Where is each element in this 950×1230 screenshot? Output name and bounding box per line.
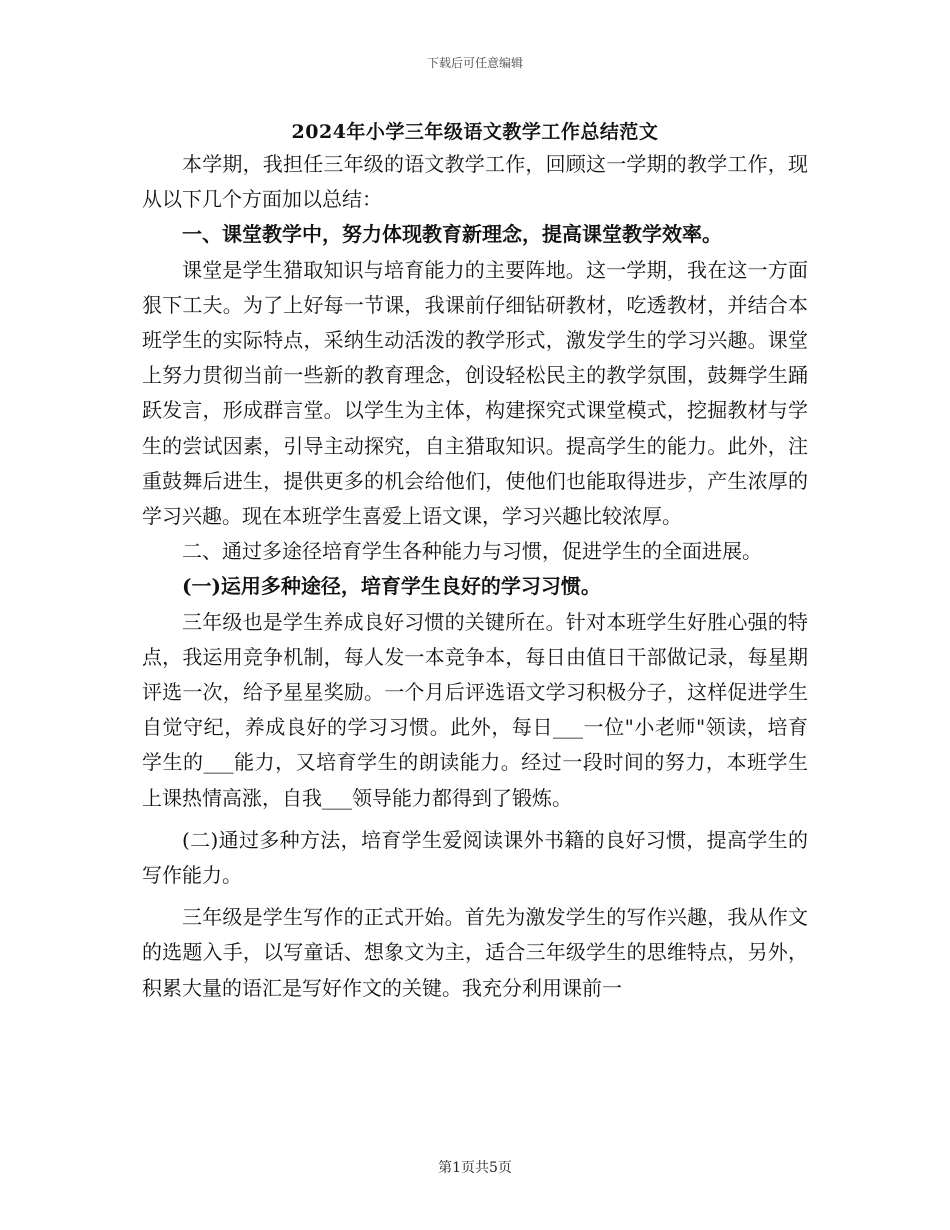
section-heading-1: 一、课堂教学中，努力体现教育新理念，提高课堂教学效率。 [182, 222, 722, 247]
section-heading-2: 二、通过多途径培育学生各种能力与习惯，促进学生的全面进展。 [182, 539, 762, 564]
paragraph-intro: 本学期，我担任三年级的语文教学工作，回顾这一学期的教学工作，现从以下几个方面加以总结： [142, 152, 808, 212]
subsection-heading-1: (一)运用多种途径，培育学生良好的学习习惯。 [182, 574, 601, 599]
page-header-note: 下载后可任意编辑 [426, 56, 523, 70]
paragraph-writing: 三年级是学生写作的正式开始。首先为激发学生的写作兴趣，我从作文的选题入手，以写童话、想象文为主，适合三年级学生的思维特点，另外，积累大量的语汇是写好作文的关键。我充分利用课前一 [142, 905, 808, 1000]
document-title: 2024年小学三年级语文教学工作总结范文 [291, 121, 659, 143]
page-number: 第1页共5页 [438, 1160, 512, 1176]
paragraph-habits: 三年级也是学生养成良好习惯的关键所在。针对本班学生好胜心强的特点，我运用竞争机制，每人发一本竞争本，每日由值日干部做记录，每星期评选一次，给予星星奖励。一个月后评选语文学习积极分子，这样促进学生自觉守纪，养成良好的学习习惯。此外，每日___一位"小老师"领读，培育学生的___能力，又培育学生的朗读能力。经过一段时间的努力，本班学生上课热情高涨，自我___领导能力都得到了锻炼。 [142, 609, 808, 810]
document-body [142, 147, 808, 1006]
paragraph-classroom: 课堂是学生猎取知识与培育能力的主要阵地。这一学期，我在这一方面狠下工夫。为了上好每一节课，我课前仔细钻研教材，吃透教材，并结合本班学生的实际特点，采纳生动活泼的教学形式，激发学生的学习兴趣。课堂上努力贯彻当前一些新的教育理念，创设轻松民主的教学氛围，鼓舞学生踊跃发言，形成群言堂。以学生为主体，构建探究式课堂模式，挖掘教材与学生的尝试因素，引导主动探究，自主猎取知识。提高学生的能力。此外，注重鼓舞后进生，提供更多的机会给他们，使他们也能取得进步，产生浓厚的学习兴趣。现在本班学生喜爱上语文课，学习兴趣比较浓厚。 [142, 257, 808, 529]
subsection-heading-2: (二)通过多种方法，培育学生爱阅读课外书籍的良好习惯，提高学生的写作能力。 [142, 827, 808, 888]
